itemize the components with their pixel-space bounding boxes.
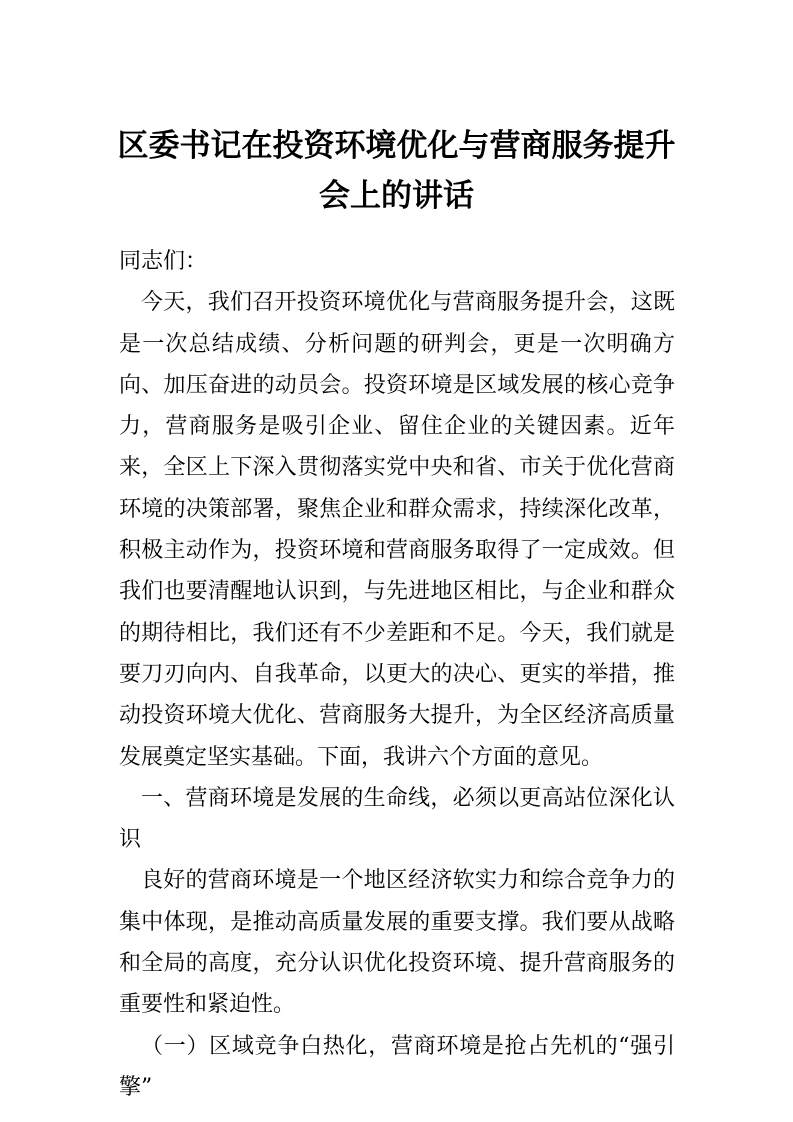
salutation: 同志们： xyxy=(119,249,208,274)
subsection-heading-1: （一）区域竞争白热化，营商环境是抢占先机的“强引擎” xyxy=(119,1033,675,1100)
paragraph-intro: 今天，我们召开投资环境优化与营商服务提升会，这既是一次总结成绩、分析问题的研判会，更是一次明确方向、加压奋进的动员会。投资环境是区域发展的核心竞争力，营商服务是吸引企业、留住企业的关键因素。近年来，全区上下深入贯彻落实党中央和省、市关于优化营商环境的决策部署，聚焦企业和群众需求，持续深化改革，积极主动作为，投资环境和营商服务取得了一定成效。但我们也要清醒地认识到，与先进地区相比，与企业和群众的期待相比，我们还有不少差距和不足。今天，我们就是要刀刃向内、自我革命，以更大的决心、更实的举措，推动投资环境大优化、营商服务大提升，为全区经济高质量发展奠定坚实基础。下面，我讲六个方面的意见。 xyxy=(119,290,675,770)
paragraph-section-1: 良好的营商环境是一个地区经济软实力和综合竞争力的集中体现，是推动高质量发展的重要支撑。我们要从战略和全局的高度，充分认识优化投资环境、提升营商服务的重要性和紧迫性。 xyxy=(119,868,675,1018)
document-title-line-1: 区委书记在投资环境优化与营商服务提升 xyxy=(117,128,676,164)
document-body xyxy=(119,241,675,1108)
section-heading-1: 一、营商环境是发展的生命线，必须以更高站位深化认识 xyxy=(119,785,675,853)
document-title-line-2: 会上的讲话 xyxy=(319,178,474,214)
